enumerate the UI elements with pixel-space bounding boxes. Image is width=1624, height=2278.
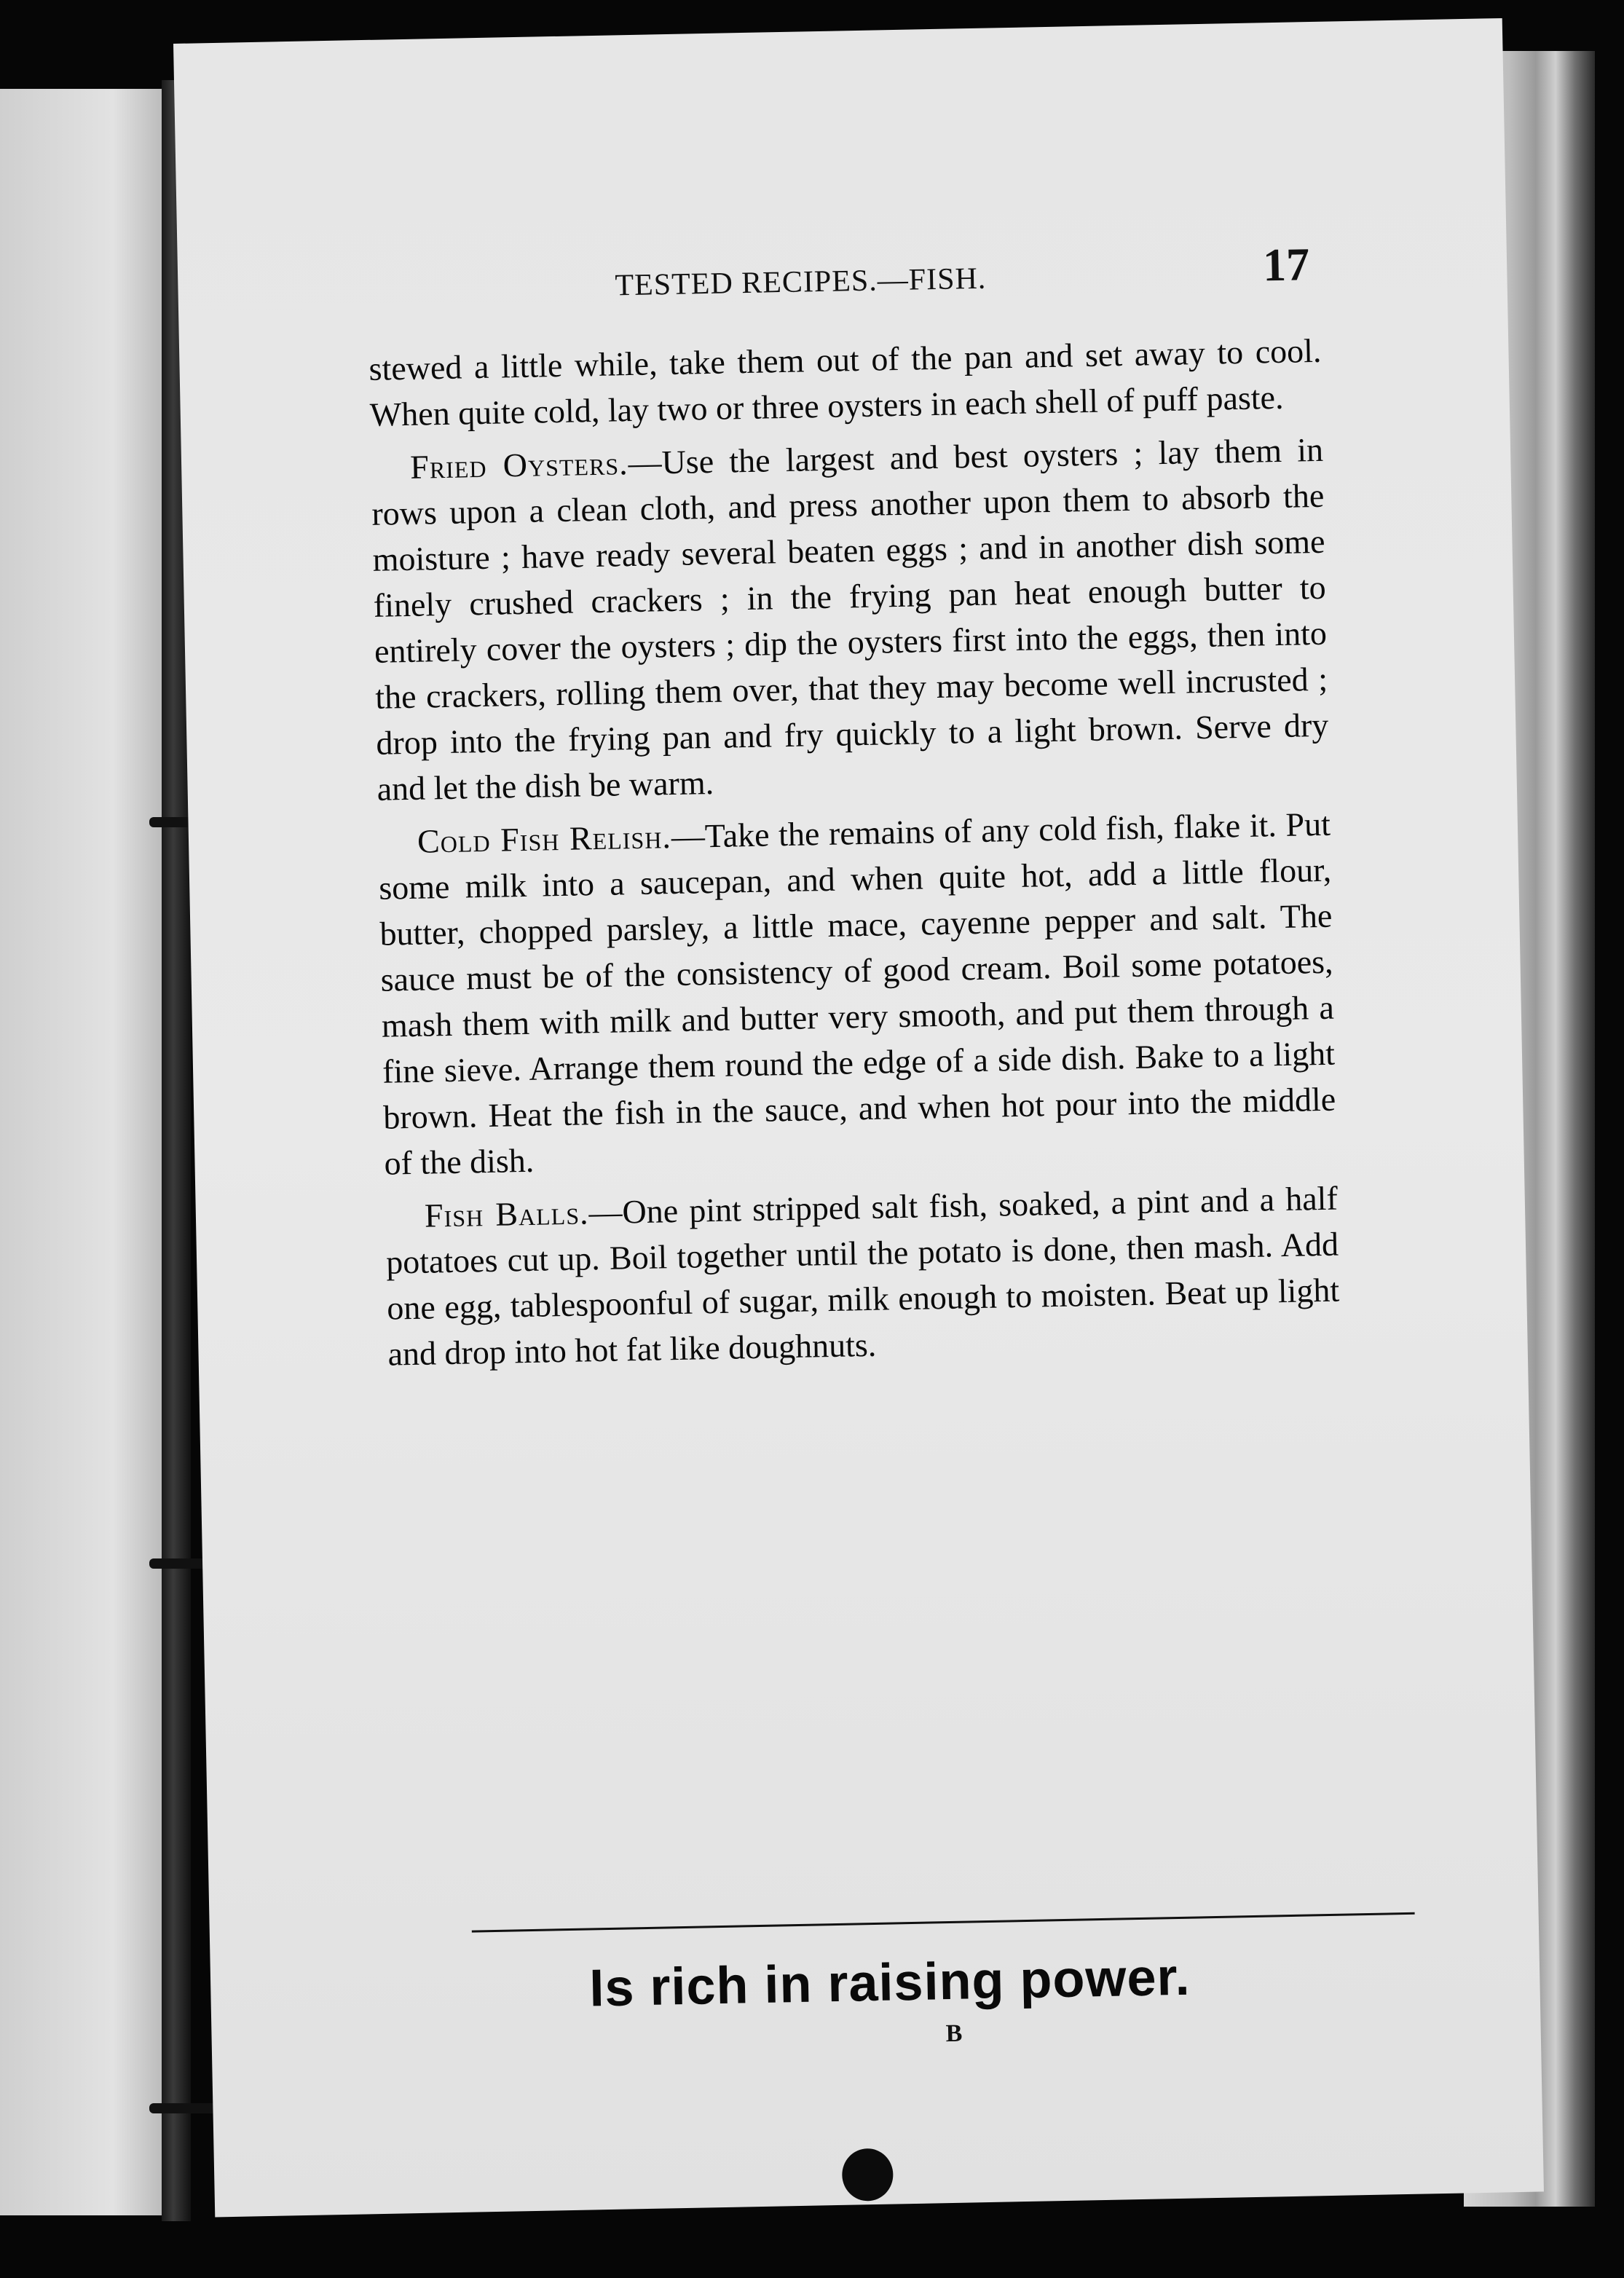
divider-rule bbox=[472, 1912, 1415, 1933]
recipe-heading: Cold Fish Relish. bbox=[417, 818, 672, 860]
facing-page bbox=[0, 89, 162, 2215]
advertisement-slogan: Is rich in raising power. bbox=[588, 1947, 1191, 2018]
recipe-text: —Use the largest and best oysters ; lay them in rows upon a clean cloth, and press another upon them to absorb the moisture ; have ready several beaten eggs ; and in another dish some finely crushed crackers ; in the frying pan heat enough butter to entirely cover the oysters ; dip the oysters first into the eggs, then into the crackers, rolling them over, that they may become well incrusted ; drop into the frying pan and fry quickly to a light brown. Serve dry and let the dish be warm. bbox=[371, 430, 1329, 808]
recipe-fish-balls bbox=[385, 1175, 1341, 1377]
recipe-fried-oysters bbox=[371, 427, 1330, 812]
signature-mark: B bbox=[945, 2019, 963, 2048]
running-head: TESTED RECIPES.—FISH. bbox=[615, 261, 987, 303]
page-body bbox=[368, 328, 1341, 1384]
recipe-cold-fish-relish bbox=[377, 801, 1336, 1186]
intro-paragraph: stewed a little while, take them out of the pan and set away to cool. When quite cold, lay two or three oysters in each shell of puff paste. bbox=[368, 331, 1322, 433]
page-number: 17 bbox=[1262, 238, 1310, 291]
ink-blot bbox=[842, 2148, 894, 2202]
recipe-heading: Fish Balls. bbox=[424, 1194, 589, 1234]
recipe-text: —One pint stripped salt fish, soaked, a pint and a half potatoes cut up. Boil together until the potato is done, then mash. Add one egg, tablespoonful of sugar, milk enough to moisten. Beat up light and drop into hot fat like doughnuts. bbox=[385, 1179, 1340, 1373]
book-page bbox=[173, 18, 1544, 2217]
recipe-heading: Fried Oysters. bbox=[409, 444, 629, 486]
recipe-text: —Take the remains of any cold fish, flake it. Put some milk into a saucepan, and when quite hot, add a little flour, butter, chopped parsley, a little mace, cayenne pepper and salt. The sauce must be of the consistency of good cream. Boil some potatoes, mash them with milk and butter very smooth, and put them through a fine sieve. Arrange them round the edge of a side dish. Bake to a light brown. Heat the fish in the sauce, and when hot pour into the middle of the dish. bbox=[378, 805, 1336, 1182]
